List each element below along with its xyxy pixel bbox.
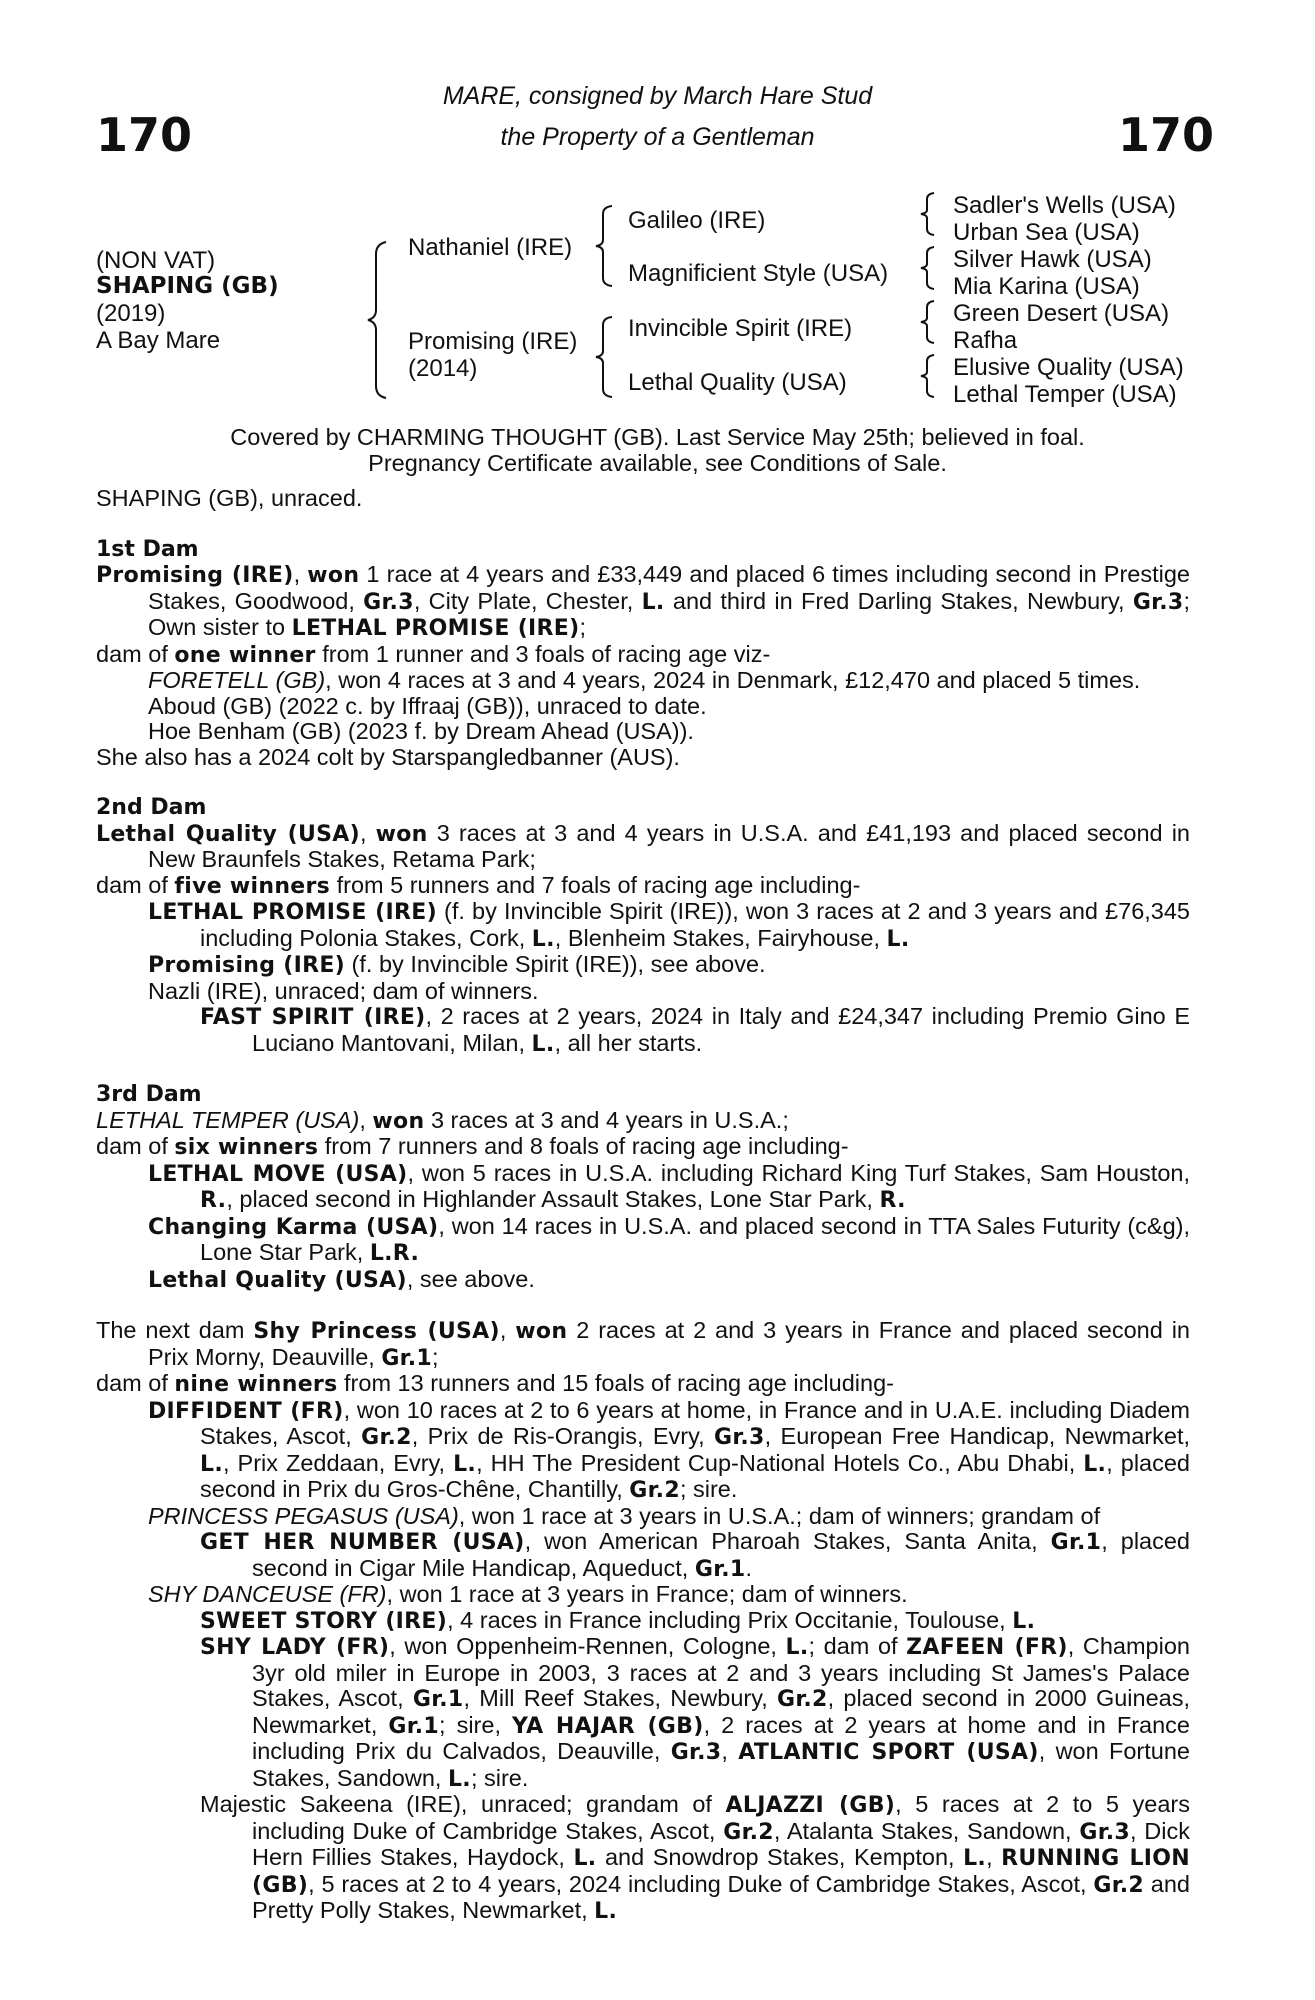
produce-text: , Blenheim Stakes, Fairyhouse, <box>554 924 887 951</box>
sire-sire-name: Galileo (IRE) <box>628 207 766 234</box>
produce-text: , won 5 races in U.S.A. including Richard King Turf Stakes, Sam Houston, <box>407 1159 1190 1186</box>
produce-text: , won American Pharoah Stakes, Santa Anita, <box>524 1528 1051 1554</box>
produce-text: , placed second in Cigar Mile Handicap, Aqueduct, <box>252 1528 1191 1581</box>
produce-lethal-promise <box>96 899 1190 952</box>
produce-text: , <box>721 1738 728 1764</box>
runners-text: from 7 runners and 8 foals of racing age including- <box>318 1133 849 1159</box>
produce-majestic-sakeena <box>96 1792 1190 1925</box>
next-dam-produce <box>96 1371 1190 1398</box>
winners-count: nine winners <box>174 1372 338 1397</box>
grade: Gr.1 <box>1050 1530 1102 1555</box>
pedigree-gen3-2: Urban Sea (USA) <box>953 219 1140 246</box>
grade: L. <box>886 926 910 952</box>
produce-diffident <box>96 1398 1190 1504</box>
produce-text: ; sire, <box>439 1711 512 1738</box>
produce-text: (f. by Invincible Spirit (IRE)), won 3 races at 2 and 3 years and £76,345 including Polonia Stakes, Cork, <box>200 898 1191 951</box>
produce-text: , Prix de Ris-Orangis, Evry, <box>411 1423 715 1449</box>
produce-text: Majestic Sakeena (IRE), unraced; grandam of <box>200 1791 726 1817</box>
grade: L.R. <box>369 1241 420 1266</box>
produce-text: , European Free Handicap, Newmarket, <box>764 1423 1191 1449</box>
next-dam-intro: The next dam <box>96 1317 254 1343</box>
produce-text: , Mill Reef Stakes, Newbury, <box>463 1685 777 1711</box>
produce-lethal-move <box>96 1161 1190 1214</box>
record-text: and third in Fred Darling Stakes, Newbury, <box>664 587 1133 614</box>
first-dam-name: Promising (IRE) <box>96 563 294 588</box>
produce-text: , 2 races at 2 years, 2024 in Italy and £24,347 including Premio Gino E Luciano Mantovani, Milan, <box>252 1003 1190 1056</box>
produce-text: , won 14 races in U.S.A. and placed second in TTA Sales Futurity (c&g), Lone Star Park, <box>200 1212 1190 1265</box>
produce-name: Promising (IRE) <box>148 953 346 978</box>
produce-text: , placed second in Prix du Gros-Chêne, Chantilly, <box>200 1449 1190 1502</box>
third-dam-record: LETHAL TEMPER (USA), won 3 races at 3 and 4 years in U.S.A.; <box>96 1106 789 1134</box>
runners-text: from 13 runners and 15 foals of racing age including- <box>337 1370 894 1396</box>
also-has-line: She also has a 2024 colt by Starspangledbanner (AUS). <box>96 743 680 770</box>
produce-promising <box>96 952 1190 979</box>
produce-text: (f. by Invincible Spirit (IRE)), see above. <box>345 951 766 977</box>
dam-sire-name: Invincible Spirit (IRE) <box>628 315 853 342</box>
produce-name: FAST SPIRIT (IRE) <box>200 1005 426 1030</box>
produce-name: Changing Karma (USA) <box>148 1214 439 1240</box>
record-text: ; <box>431 1343 439 1370</box>
pedigree-brace-g2 <box>918 245 938 291</box>
produce-get-her-number <box>96 1529 1190 1582</box>
grade: Gr.2 <box>361 1425 412 1450</box>
grade: Gr.2 <box>723 1819 774 1845</box>
produce-name: GET HER NUMBER (USA) <box>200 1530 525 1555</box>
first-dam-record: Promising (IRE), won 1 race at 4 years and £33,449 and placed 6 times including second in Prestige Stakes, Goodwood, Gr.3, City Plate, Chester, L. and third in Fred Darling Stakes, Newbury, Gr.3; Own sister to LETHAL PROMISE (IRE); <box>96 561 1190 641</box>
record-text: 3 races at 3 and 4 years in U.S.A. and £41,193 and placed second in New Braunfels Stakes, Retama Park; <box>148 819 1190 872</box>
produce-text: , Dick Hern Fillies Stakes, Haydock, <box>252 1817 1191 1870</box>
grade: L. <box>573 1846 597 1871</box>
produce-name: LETHAL PROMISE (IRE) <box>148 900 437 925</box>
dam-dam-name: Lethal Quality (USA) <box>628 369 847 396</box>
grade: Gr.1 <box>412 1687 464 1712</box>
produce-text: , won Fortune Stakes, Sandown, <box>252 1738 1190 1791</box>
pedigree-gen3-3: Silver Hawk (USA) <box>953 246 1152 273</box>
produce-text: , Champion 3yr old miler in Europe in 2003, 3 races at 2 and 3 years including St James's Palace Stakes, Ascot, <box>252 1633 1190 1711</box>
grade: Gr.3 <box>714 1425 765 1450</box>
grade: L. <box>641 589 665 615</box>
won-label: won <box>307 563 360 588</box>
produce-text: , won 1 race at 3 years in U.S.A.; dam of winners; grandam of <box>458 1502 1101 1529</box>
grade: Gr.2 <box>629 1478 680 1503</box>
dam-of-label: dam of <box>96 1370 175 1396</box>
produce-text: , Prix Zeddaan, Evry, <box>222 1449 454 1476</box>
produce-text: , won Oppenheim-Rennen, Cologne, <box>389 1633 786 1659</box>
produce-name: ZAFEEN (FR) <box>906 1635 1068 1660</box>
first-dam-heading: 1st Dam <box>96 536 199 562</box>
produce-text: , HH The President Cup-National Hotels Co., Abu Dhabi, <box>476 1449 1084 1476</box>
produce-text: , placed second in Highlander Assault Stakes, Lone Star Park, <box>226 1186 880 1212</box>
produce-name: PRINCESS PEGASUS (USA) <box>148 1502 459 1529</box>
lot-number-left: 170 <box>96 108 193 162</box>
produce-name: YA HAJAR (GB) <box>512 1713 704 1739</box>
unraced-line: SHAPING (GB), unraced. <box>96 485 363 511</box>
produce-text: , all her starts. <box>554 1029 703 1056</box>
produce-shy-danceuse <box>96 1582 1190 1608</box>
grade: L. <box>594 1899 618 1924</box>
second-dam-produce <box>96 873 1190 900</box>
grade: L. <box>531 1031 555 1057</box>
dam-of-label: dam of <box>96 1133 175 1159</box>
lot-number-right: 170 <box>1118 108 1215 162</box>
produce-sweet-story <box>96 1608 1190 1635</box>
pedigree-gen3-5: Green Desert (USA) <box>953 300 1170 327</box>
grade: Gr.3 <box>670 1740 722 1765</box>
produce-lethal-quality <box>96 1267 1190 1294</box>
produce-shy-lady <box>96 1634 1190 1792</box>
produce-name: DIFFIDENT (FR) <box>148 1398 344 1424</box>
produce-text: ; sire. <box>679 1476 738 1502</box>
produce-text: and Pretty Polly Stakes, Newmarket, <box>252 1870 1190 1923</box>
horse-description: A Bay Mare <box>96 327 221 354</box>
grade: Gr.1 <box>694 1556 746 1582</box>
produce-text: , won 10 races at 2 to 6 years at home, in France and in U.A.E. including Diadem Stakes, Ascot, <box>200 1396 1190 1449</box>
produce-text: , 5 races at 2 to 5 years including Duke of Cambridge Stakes, Ascot, <box>252 1791 1190 1844</box>
consignor-line: MARE, consigned by March Hare Stud <box>442 82 873 110</box>
winners-count: six winners <box>174 1135 319 1160</box>
grade: Gr.3 <box>1132 589 1184 615</box>
produce-aboud: Aboud (GB) (2022 c. by Iffraaj (GB)), unraced to date. <box>148 692 707 719</box>
grade: Gr.3 <box>1079 1819 1130 1845</box>
grade: L. <box>1083 1451 1107 1477</box>
produce-text: , 5 races at 2 to 4 years, 2024 including Duke of Cambridge Stakes, Ascot, <box>308 1870 1094 1897</box>
sire-name: Nathaniel (IRE) <box>408 234 573 261</box>
sire-dam-name: Magnificient Style (USA) <box>628 260 889 287</box>
won-label: won <box>372 1108 425 1134</box>
produce-text: . <box>745 1554 753 1581</box>
next-dam-record: The next dam Shy Princess (USA), won 2 races at 2 and 3 years in France and placed second in Prix Morny, Deauville, Gr.1; <box>96 1317 1190 1371</box>
produce-name: SHY DANCEUSE (FR) <box>148 1581 387 1607</box>
won-label: won <box>515 1319 568 1344</box>
produce-name: ALJAZZI (GB) <box>725 1793 896 1818</box>
pedigree-sire-brace <box>592 204 616 288</box>
third-dam-name: LETHAL TEMPER (USA) <box>96 1106 360 1133</box>
grade: R. <box>879 1188 906 1213</box>
dam-year: (2014) <box>408 355 478 382</box>
horse-name: SHAPING (GB) <box>96 273 279 299</box>
grade: L. <box>447 1766 471 1792</box>
runners-text: from 1 runner and 3 foals of racing age viz- <box>315 640 771 667</box>
produce-text: , 4 races in France including Prix Occitanie, Toulouse, <box>447 1606 1013 1633</box>
dam-name: Promising (IRE) <box>408 328 578 355</box>
produce-name: RUNNING LION (GB) <box>252 1846 1190 1898</box>
produce-text: , won 1 race at 3 years in France; dam of winners. <box>386 1581 908 1607</box>
winners-count: one winner <box>174 642 316 668</box>
produce-nazli: Nazli (IRE), unraced; dam of winners. <box>148 977 539 1004</box>
pedigree-gen3-6: Rafha <box>953 327 1018 354</box>
won-label: won <box>375 821 428 847</box>
second-dam-heading: 2nd Dam <box>96 795 207 820</box>
produce-text: ; dam of <box>808 1633 907 1659</box>
record-text: , City Plate, Chester, <box>413 587 642 614</box>
produce-name: FORETELL (GB) <box>148 667 326 693</box>
produce-name: LETHAL MOVE (USA) <box>148 1161 408 1187</box>
dam-of-label: dam of <box>96 871 175 898</box>
pedigree-dam-brace <box>592 315 616 399</box>
record-text: 2 races at 2 and 3 years in France and placed second in Prix Morny, Deauville, <box>148 1317 1190 1370</box>
produce-text: , Atalanta Stakes, Sandown, <box>773 1817 1080 1844</box>
pedigree-gen3-4: Mia Karina (USA) <box>953 273 1140 300</box>
pedigree-gen3-7: Elusive Quality (USA) <box>953 354 1184 381</box>
produce-fast-spirit <box>96 1004 1190 1057</box>
record-text: 3 races at 3 and 4 years in U.S.A.; <box>424 1106 789 1133</box>
produce-text: , see above. <box>406 1265 535 1292</box>
grade: Gr.1 <box>381 1345 432 1371</box>
produce-text: ; sire. <box>470 1764 529 1791</box>
catalogue-body <box>96 486 1190 1925</box>
record-text: ; Own sister to <box>148 587 1190 640</box>
property-line: the Property of a Gentleman <box>500 123 815 151</box>
produce-name: ATLANTIC SPORT (USA) <box>738 1740 1039 1765</box>
produce-text: , <box>986 1844 993 1870</box>
grade: Gr.2 <box>776 1687 828 1712</box>
grade: Gr.2 <box>1093 1872 1144 1898</box>
next-dam-name: Shy Princess (USA) <box>253 1319 500 1344</box>
grade: L. <box>200 1451 223 1477</box>
grade: Gr.3 <box>363 589 414 615</box>
grade: L. <box>963 1846 987 1871</box>
winners-count: five winners <box>174 873 331 899</box>
produce-hoe-benham: Hoe Benham (GB) (2023 f. by Dream Ahead (USA)). <box>148 718 694 744</box>
third-dam-produce <box>96 1134 1190 1161</box>
second-dam-record: Lethal Quality (USA), won 3 races at 3 and 4 years in U.S.A. and £41,193 and placed second in New Braunfels Stakes, Retama Park; <box>96 819 1190 872</box>
horse-year: (2019) <box>96 300 166 327</box>
grade: L. <box>531 926 555 952</box>
grade: L. <box>1012 1608 1036 1634</box>
produce-name: SWEET STORY (IRE) <box>200 1608 448 1634</box>
pedigree-gen3-1: Sadler's Wells (USA) <box>953 192 1176 219</box>
grade: R. <box>200 1188 227 1213</box>
produce-name: Lethal Quality (USA) <box>148 1267 407 1293</box>
produce-princess-pegasus <box>96 1504 1190 1530</box>
grade: Gr.1 <box>388 1713 440 1739</box>
pedigree-brace-g3 <box>918 299 938 345</box>
pedigree-brace-g1 <box>918 191 938 237</box>
runners-text: from 5 runners and 7 foals of racing age including- <box>330 871 861 898</box>
pedigree-brace-g4 <box>918 353 938 399</box>
pedigree-gen3-8: Lethal Temper (USA) <box>953 381 1177 408</box>
produce-changing-karma <box>96 1214 1190 1267</box>
pedigree-main-brace <box>362 240 392 400</box>
produce-foretell <box>96 668 1190 694</box>
sister-name: LETHAL PROMISE (IRE) <box>291 616 580 641</box>
third-dam-heading: 3rd Dam <box>96 1082 202 1107</box>
pregnancy-line: Pregnancy Certificate available, see Conditions of Sale. <box>368 450 947 476</box>
covered-line: Covered by CHARMING THOUGHT (GB). Last Service May 25th; believed in foal. <box>230 424 1085 450</box>
first-dam-produce <box>96 642 1190 669</box>
grade: L. <box>453 1451 477 1477</box>
produce-text: and Snowdrop Stakes, Kempton, <box>596 1844 964 1870</box>
record-text: 1 race at 4 years and £33,449 and placed 6 times including second in Prestige Stakes, Goodwood, <box>148 561 1190 614</box>
produce-text: , 2 races at 2 years at home and in France including Prix du Calvados, Deauville, <box>252 1711 1190 1764</box>
record-text: ; <box>579 614 586 640</box>
vat-status: (NON VAT) <box>96 247 216 274</box>
grade: L. <box>785 1635 809 1660</box>
dam-of-label: dam of <box>96 640 175 667</box>
second-dam-name: Lethal Quality (USA) <box>96 821 360 847</box>
produce-text: , won 4 races at 3 and 4 years, 2024 in Denmark, £12,470 and placed 5 times. <box>325 667 1141 693</box>
produce-name: SHY LADY (FR) <box>200 1635 390 1660</box>
produce-text: , placed second in 2000 Guineas, Newmarket, <box>252 1685 1191 1738</box>
